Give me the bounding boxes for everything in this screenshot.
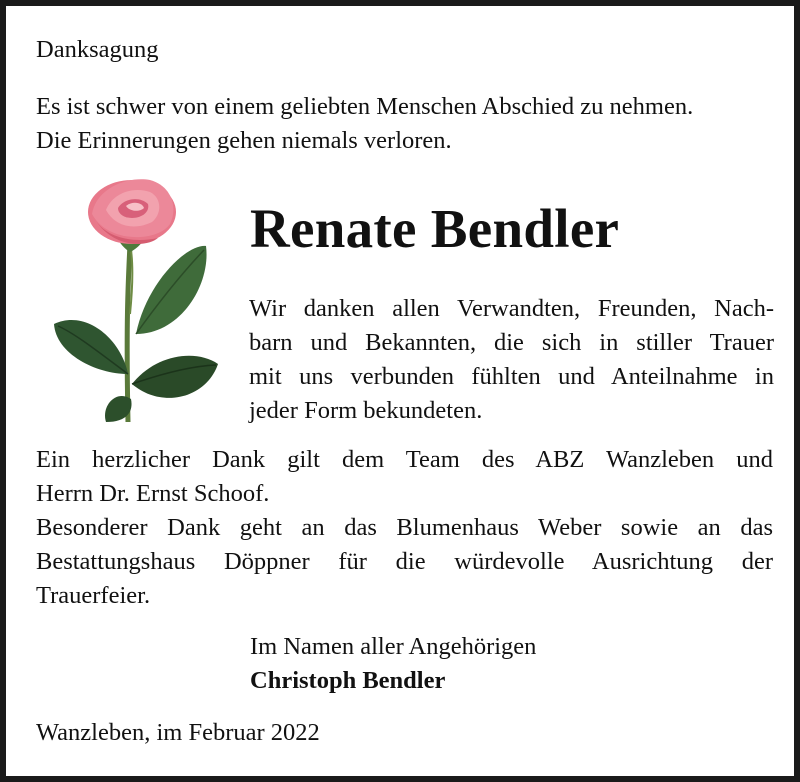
body-line: Besonderer Dank geht an das Blumenhaus Weber sowie an das xyxy=(36,514,773,541)
thanks-line: barn und Bekannten, die sich in stiller Trauer xyxy=(249,329,774,356)
thanks-line: mit uns verbunden fühlten und Anteilnahme in xyxy=(249,363,774,390)
deceased-name: Renate Bendler xyxy=(250,198,620,259)
thanks-line: jeder Form bekundeten. xyxy=(249,397,483,424)
notice-heading: Danksagung xyxy=(36,36,159,63)
body-line: Bestattungshaus Döppner für die würdevolle Ausrichtung der xyxy=(36,548,773,575)
on-behalf-text: Im Namen aller Angehörigen xyxy=(250,633,537,660)
special-thanks-paragraph xyxy=(36,443,773,613)
body-line: Herrn Dr. Ernst Schoof. xyxy=(36,480,270,507)
leaf-right-lower xyxy=(132,356,218,398)
body-line: Trauerfeier. xyxy=(36,582,151,609)
intro-text xyxy=(36,90,771,158)
signature-block xyxy=(250,630,536,698)
place-date: Wanzleben, im Februar 2022 xyxy=(36,719,320,746)
body-line: Ein herzlicher Dank gilt dem Team des ABZ Wanzleben und xyxy=(36,446,773,473)
intro-line-2: Die Erinnerungen gehen niemals verloren. xyxy=(36,127,452,154)
signer-name: Christoph Bendler xyxy=(250,667,446,694)
intro-line-1: Es ist schwer von einem geliebten Menschen Abschied zu nehmen. xyxy=(36,93,694,120)
rose-stem xyxy=(127,244,130,422)
rose-illustration xyxy=(46,174,226,422)
thanks-paragraph xyxy=(249,292,774,428)
thanks-line: Wir danken allen Verwandten, Freunden, Nach- xyxy=(249,295,774,322)
